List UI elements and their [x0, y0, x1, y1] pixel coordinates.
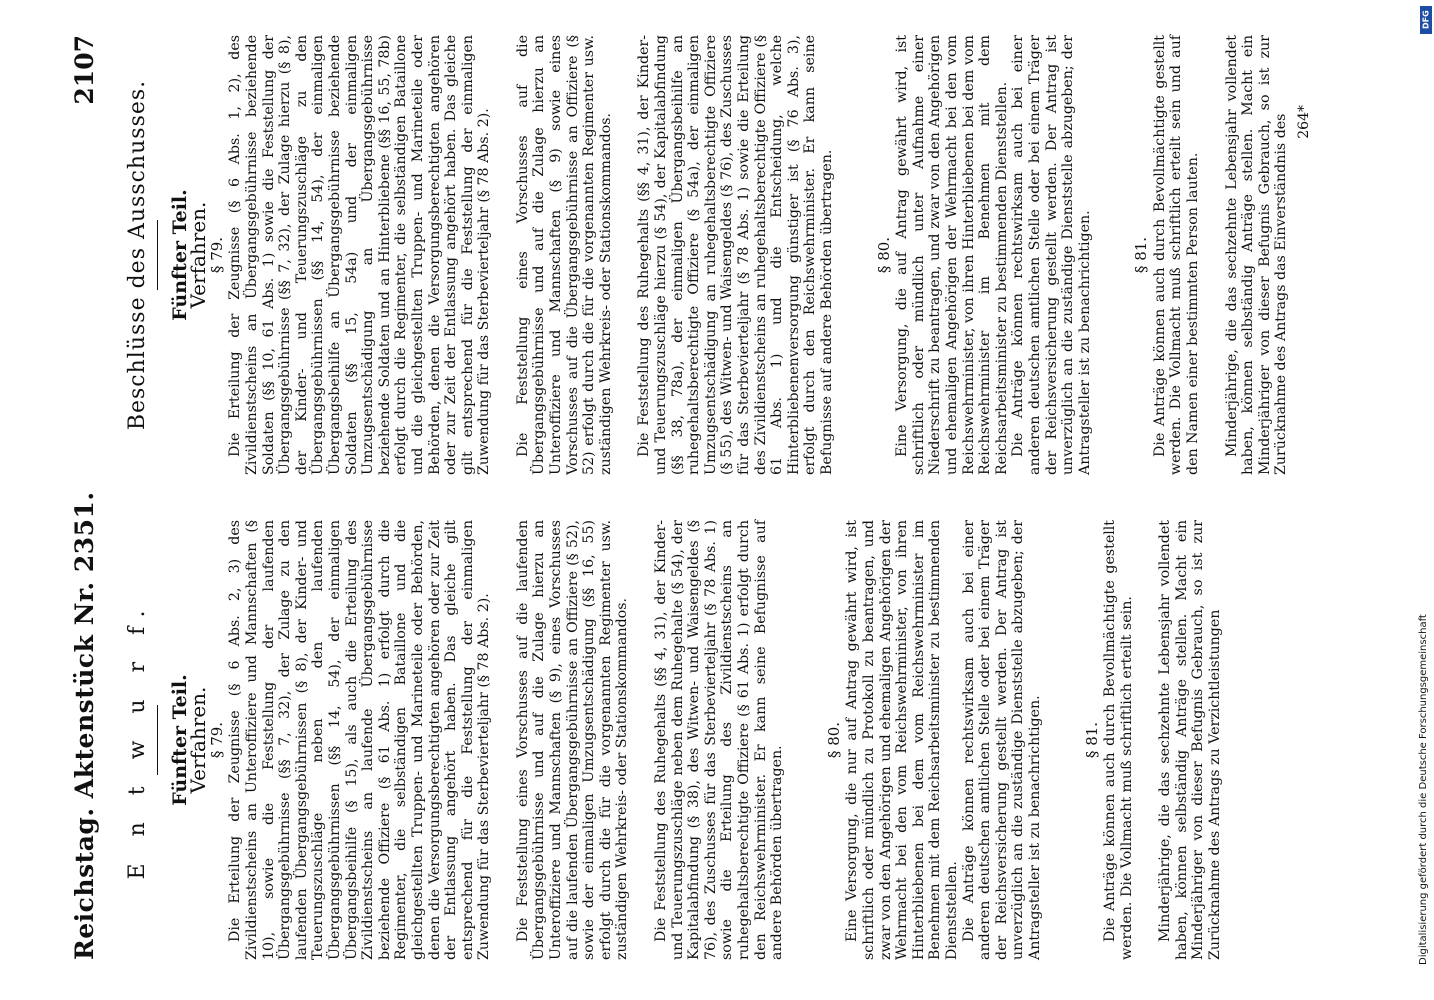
digitization-note: Digitalisierung gefördert durch die Deutsche Forschungsgemeinschaft: [1418, 614, 1429, 965]
paragraph-79-2: Die Feststellung eines Vorschusses auf die Übergangsgebührnisse und auf die Zulage hierzu an Unteroffiziere und Mannschaften (§ 9) sowie eines Vorschusses auf die Übergangsgebührnisse an Offiziere (§ 52) erfolgt durch die für die vorgenannten Regimenter usw. zuständigen Wehrkreis- oder Stationskommandos.: [514, 35, 614, 475]
paragraph-79-3: Die Feststellung des Ruhegehalts (§§ 4, 31), der Kinder- und Teuerungszuschläge hierzu (§ 54), der Kapitalabfindung (§§ 38, 78a), der einmaligen Übergangsbeihilfe an ruhegehaltsberechtigte Offiziere (§ 54a), der einmaligen Umzugsentschädigung an ruhegehaltsberechtigte Offiziere (§ 55), des Witwen- und Waisengeldes (§ 76), des Zuschusses für das Sterbevierteljahr (§ 78 Abs. 1) sowie die Erteilung des Zivildienstscheins an ruhegehaltsberechtigte Offiziere (§ 61 Abs. 1) und die Entscheidung, welche Hinterbliebenenversorgung günstiger ist (§ 76 Abs. 3), erfolgt durch den Reichswehrminister. Er kann seine Befugnisse auf andere Behörden übertragen.: [636, 35, 835, 475]
paragraph-79-1: Die Erteilung der Zeugnisse (§ 6 Abs. 1, 2), des Zivildienstscheins an Übergangsgebührnisse beziehende Soldaten (§§ 10, 61 Abs. 1) sowie die Feststellung der Übergangsgebührnisse (§§ 7, 32), der Zulage hierzu (§ 8), der Kinder- und Teuerungszuschläge zu den Übergangsgebührnissen (§§ 14, 54), der einmaligen Übergangsbeihilfe an Übergangsgebührnisse beziehende Soldaten (§§ 15, 54a) und der einmaligen Umzugsentschädigung an Übergangsgebührnisse beziehende Soldaten und an Hinterbliebene (§§ 16, 55, 78b) erfolgt durch die Regimenter, die selbständigen Bataillone und die gleichgestellten Truppen- und Marineteile oder Behörden, denen die Versorgungsberechtigten angehören oder zur Zeit der Entlassung angehört haben. Das gleiche gilt entsprechend für die Feststellung der einmaligen Zuwendung für das Sterbevierteljahr (§ 78 Abs. 2).: [227, 35, 493, 475]
paragraph-81-2: Minderjährige, die das sechzehnte Lebensjahr vollendet haben, können selbständig Anträge stellen. Macht ein Minderjähriger von dieser Befugnis Gebrauch, so ist zur Zurücknahme des Antrags das Einverständnis des: [1223, 35, 1290, 475]
section-80-heading: § 80.: [874, 236, 893, 274]
divider: [157, 705, 158, 775]
right-column-beschluesse: [125, 35, 1313, 475]
digitization-note-strip: [1418, 5, 1434, 995]
header-title: Reichstag. Aktenstück Nr. 2351.: [70, 491, 99, 960]
paragraph-79-3: Die Feststellung des Ruhegehalts (§§ 4, 31), der Kinder- und Teuerungszuschläge neben dem Ruhegehalte (§ 54), der Kapitalabfindung (§ 38), des Witwen- und Waisengeldes (§ 76), des Zuschusses für das Sterbevierteljahr (§ 78 Abs. 1) sowie die Erteilung des Zivildienstscheins an ruhegehaltsberechtigte Offiziere (§ 61 Abs. 1) erfolgt durch den Reichswehrminister. Er kann seine Befugnisse auf andere Behörden übertragen.: [653, 520, 786, 960]
paragraph-81-1: Die Anträge können auch durch Bevollmächtigte gestellt werden. Die Vollmacht muß schriftlich erteilt sein.: [1102, 520, 1135, 960]
section-81-heading: § 81.: [1082, 721, 1101, 759]
signature-mark: 264*: [1296, 105, 1313, 139]
page-number: 2107: [70, 35, 99, 105]
column-title-beschluesse: Beschlüsse des Ausschusses.: [125, 79, 150, 431]
paragraph-80-1: Eine Versorgung, die auf Antrag gewährt wird, ist schriftlich oder mündlich unter Aufnahme einer Niederschrift zu beantragen, und zwar von den Angehörigen und ehemaligen Angehörigen der Wehrmacht bei den vom Reichswehrminister, von ihren Hinterbliebenen bei dem vom Reichswehrminister im Benehmen mit dem Reichsarbeitsminister zu bestimmenden Dienststellen.: [894, 35, 1010, 475]
section-79-heading: § 79.: [207, 721, 226, 759]
chapter-heading: Verfahren.: [186, 686, 211, 794]
paragraph-79-1: Die Erteilung der Zeugnisse (§ 6 Abs. 2, 3) des Zivildienstscheins an Unteroffiziere und Mannschaften (§ 10), sowie die Feststellung der laufenden Übergangsgebührnisse (§§ 7, 32), der Zulage zu den laufenden Übergangsgebührnissen (§ 8), der Kinder- und Teuerungszuschläge neben den laufenden Übergangsgebührnissen (§§ 14, 54), der einmaligen Übergangsbeihilfe (§ 15), als auch die Erteilung des Zivildienstscheins an laufende Übergangsgebührnisse beziehende Offiziere (§ 61 Abs. 1) erfolgt durch die Regimenter, die selbständigen Bataillone und die gleichgestellten Truppen- und Marineteile oder Behörden, denen die Versorgungsberechtigten angehören oder zur Zeit der Entlassung angehört haben. Das gleiche gilt entsprechend für die Feststellung der einmaligen Zuwendung für das Sterbevierteljahr (§ 78 Abs. 2).: [227, 520, 493, 960]
section-80-heading: § 80.: [824, 721, 843, 759]
section-81-heading: § 81.: [1132, 236, 1151, 274]
part-heading: Fünfter Teil.: [168, 674, 191, 806]
left-column-entwurf: [125, 520, 1224, 960]
paragraph-81-2: Minderjährige, die das sechzehnte Lebensjahr vollendet haben, können selbständig Anträge stellen. Macht ein Minderjähriger von dieser Befugnis Gebrauch, so ist zur Zurücknahme des Antrags zu Verzichtleistungen: [1157, 520, 1224, 960]
paragraph-81-1: Die Anträge können auch durch Bevollmächtigte gestellt werden. Die Vollmacht muß schriftlich erteilt sein und auf den Namen einer bestimmten Person lauten.: [1151, 35, 1202, 475]
paragraph-80-2: Die Anträge können rechtswirksam auch bei einer anderen deutschen amtlichen Stelle oder bei einem Träger der Reichsversicherung gestellt werden. Der Antrag ist unverzüglich an die zuständige Dienststelle abzugeben; der Antragsteller ist zu benachrichtigen.: [960, 520, 1043, 960]
section-79-heading: § 79.: [207, 236, 226, 274]
divider: [157, 220, 158, 290]
column-title-entwurf: E n t w u r f.: [125, 600, 150, 880]
page-header: [70, 35, 110, 960]
dfg-logo-icon: DFG: [1420, 6, 1432, 34]
paragraph-79-2: Die Feststellung eines Vorschusses auf die laufenden Übergangsgebührnisse und auf die Zulage hierzu an Unteroffiziere und Mannschaften (§ 9), eines Vorschusses auf die laufenden Übergangsgebührnisse an Offiziere (§ 52), sowie der einmaligen Umzugsentschädigung (§§ 16, 55) erfolgt durch die für die vorgenannten Regimenter usw. zuständigen Wehrkreis- oder Stationskommandos.: [514, 520, 631, 960]
chapter-heading: Verfahren.: [186, 201, 211, 309]
paragraph-80-1: Eine Versorgung, die nur auf Antrag gewährt wird, ist schriftlich oder mündlich zu Protokoll zu beantragen, und zwar von den Angehörigen und ehemaligen Angehörigen der Wehrmacht bei den vom Reichswehrminister, von ihren Hinterbliebenen bei dem vom Reichswehrminister im Benehmen mit dem Reichsarbeitsminister zu bestimmenden Dienststellen.: [844, 520, 960, 960]
part-heading: Fünfter Teil.: [168, 189, 191, 321]
paragraph-80-2: Die Anträge können rechtswirksam auch bei einer anderen deutschen amtlichen Stelle oder bei einem Träger der Reichsversicherung gestellt werden. Der Antrag ist unverzüglich an die zuständige Dienststelle abzugeben; der Antragsteller ist zu benachrichtigen.: [1010, 35, 1093, 475]
page-content: [30, 35, 1410, 960]
